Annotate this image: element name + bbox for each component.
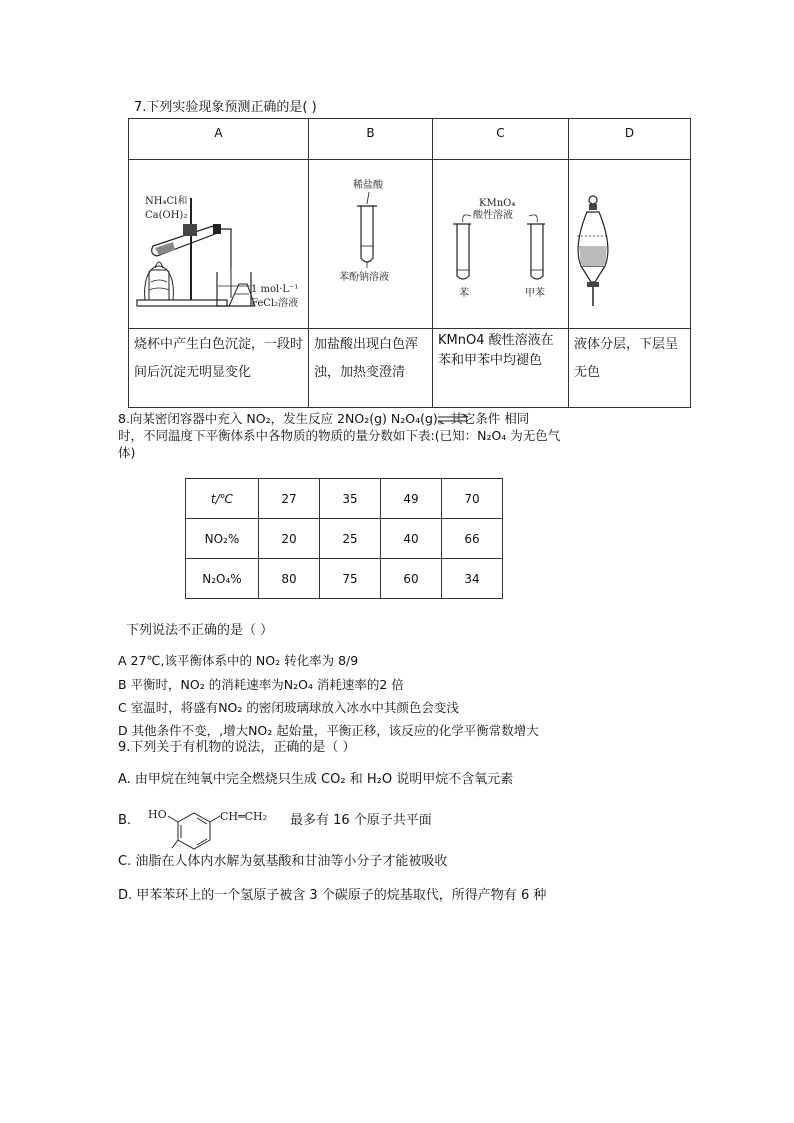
- no2-cell: 66: [442, 519, 503, 559]
- heating-apparatus-diagram: [129, 160, 308, 324]
- a-solution-label-1: 1 mol·L⁻¹: [251, 284, 299, 295]
- q9-option-b-text: 最多有 16 个原子共平面: [290, 813, 432, 828]
- q9-option-c: C. 油脂在人体内水解为氨基酸和甘油等小分子才能被吸收: [118, 854, 448, 869]
- q7-apparatus-c: [433, 160, 569, 329]
- no2-cell: 20: [259, 519, 320, 559]
- b-solution-label: 苯酚钠溶液: [339, 272, 389, 283]
- q7-stem: 7.下列实验现象预测正确的是( ): [134, 100, 317, 115]
- q7-header-b: B: [309, 119, 433, 160]
- q7-description-b: 加盐酸出现白色浑浊，加热变澄清: [309, 329, 433, 408]
- q8-data-table: [185, 478, 503, 599]
- no2-cell: 25: [320, 519, 381, 559]
- q9-option-d: D. 甲苯苯环上的一个氢原子被含 3 个碳原子的烷基取代，所得产物有 6 种: [118, 888, 547, 903]
- q8-stem-line-1: 8.向某密闭容器中充入 NO₂，发生反应 2NO₂(g) N₂O₄(g)。其它条件 相同: [118, 411, 530, 426]
- q9-stem: 9.下列关于有机物的说法，正确的是（ ）: [118, 740, 356, 755]
- q8-option-d: D 其他条件不变，,增大NO₂ 起始量，平衡正移，该反应的化学平衡常数增大: [118, 723, 539, 738]
- row-header-no2: NO₂%: [186, 519, 259, 559]
- temperature-cell: 70: [442, 479, 503, 519]
- q8-question: 下列说法不正确的是（ ）: [126, 623, 274, 638]
- equilibrium-arrow-icon: [436, 413, 470, 425]
- q8-option-c: C 室温时，将盛有NO₂ 的密闭玻璃球放入冰水中其颜色会变浅: [118, 700, 459, 715]
- hydroxystyrene-structure-icon: [146, 802, 286, 852]
- a-reagent-label-1: NH₄Cl和: [145, 196, 188, 207]
- temperature-cell: 49: [381, 479, 442, 519]
- n2o4-cell: 60: [381, 559, 442, 599]
- separatory-funnel-diagram: [569, 160, 690, 324]
- q7-header-d: D: [569, 119, 691, 160]
- vinyl-group-label: CH═CH₂: [220, 810, 268, 823]
- row-header-n2o4: N₂O₄%: [186, 559, 259, 599]
- no2-cell: 40: [381, 519, 442, 559]
- q7-description-a: 烧杯中产生白色沉淀，一段时间后沉淀无明显变化: [129, 329, 309, 408]
- a-solution-label-2: FeCl₂溶液: [251, 298, 299, 309]
- temperature-cell: 27: [259, 479, 320, 519]
- q8-stem-line-2: 时，不同温度下平衡体系中各物质的物质的量分数如下表:(已知：N₂O₄ 为无色气: [118, 428, 561, 443]
- a-reagent-label-2: Ca(OH)₂: [145, 210, 188, 221]
- q8-option-a: A 27℃,该平衡体系中的 NO₂ 转化率为 8/9: [118, 653, 359, 668]
- test-tube-diagram: [309, 160, 432, 324]
- b-acid-label: 稀盐酸: [353, 180, 383, 191]
- q7-apparatus-a: [129, 160, 309, 329]
- hydroxyl-label: HO: [148, 808, 167, 821]
- q7-table: [128, 118, 691, 408]
- row-header-temperature: t/℃: [186, 479, 259, 519]
- q7-description-c: KMnO4 酸性溶液在苯和甲苯中均褪色: [433, 329, 569, 408]
- c-right-label: 甲苯: [525, 288, 545, 299]
- q9-option-b-label: B.: [118, 813, 132, 828]
- temperature-cell: 35: [320, 479, 381, 519]
- c-left-label: 苯: [459, 288, 469, 299]
- c-reagent-label-1: KMnO₄: [479, 198, 516, 209]
- two-test-tubes-diagram: [433, 160, 568, 324]
- q7-apparatus-d: [569, 160, 691, 329]
- q7-apparatus-b: [309, 160, 433, 329]
- n2o4-cell: 80: [259, 559, 320, 599]
- n2o4-cell: 75: [320, 559, 381, 599]
- q9-option-a: A. 由甲烷在纯氧中完全燃烧只生成 CO₂ 和 H₂O 说明甲烷不含氧元素: [118, 772, 514, 787]
- n2o4-cell: 34: [442, 559, 503, 599]
- q7-description-d: 液体分层，下层呈无色: [569, 329, 691, 408]
- q7-header-c: C: [433, 119, 569, 160]
- q7-header-a: A: [129, 119, 309, 160]
- q8-stem-line-3: 体): [118, 445, 136, 460]
- q8-option-b: B 平衡时，NO₂ 的消耗速率为N₂O₄ 消耗速率的2 倍: [118, 677, 404, 692]
- c-reagent-label-2: 酸性溶液: [473, 210, 513, 221]
